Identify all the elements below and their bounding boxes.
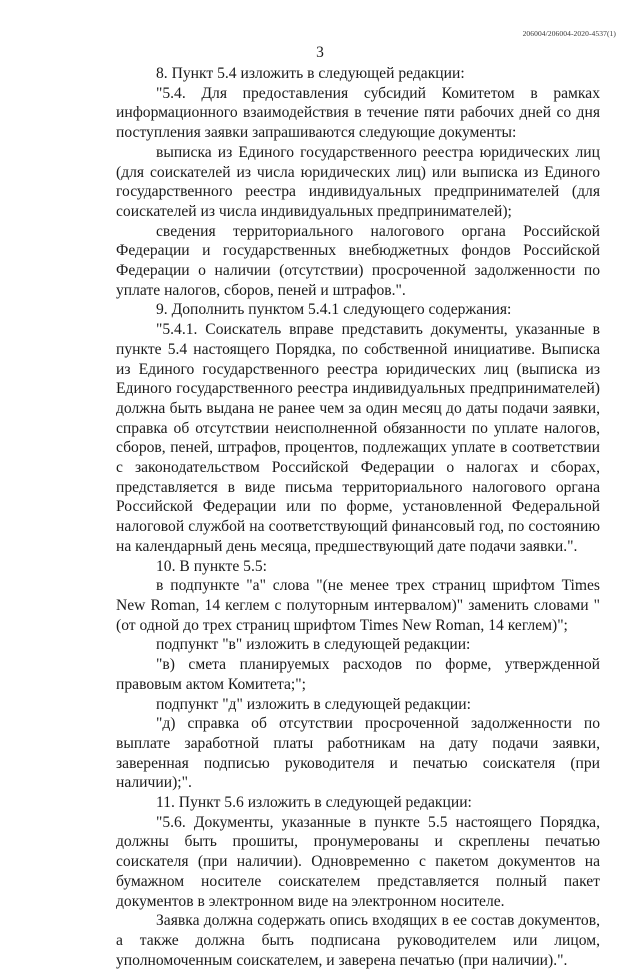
paragraph-subitem-v-intro: подпункт "в" изложить в следующей редакции: [156,636,471,654]
paragraph-application-inventory: Заявка должна содержать опись входящих в ее состав документов, а также должна быть подписана руководителем или лицом, уполномоченным соискателем, и заверена печатью (при наличии).". [116,912,600,969]
paragraph-subitem-d: "д) справка об отсутствии просроченной задолженности по выплате заработной платы работникам на дату подачи заявки, заверенная подписью руководителя и печатью соискателя (при наличии);". [116,715,600,792]
paragraph-tax-info: сведения территориального налогового органа Российской Федерации и государственных внебюджетных фондов Российской Федерации о наличии (отсутствии) просроченной задолженности по уплате налогов, сборов, пеней и штрафов.". [116,222,600,299]
paragraph-subitem-d-intro: подпункт "д" изложить в следующей редакции: [156,695,471,713]
paragraph-item-8: 8. Пункт 5.4 изложить в следующей редакции: [156,65,465,82]
paragraph-subitem-a: в подпункте "а" слова "(не менее трех страниц шрифтом Times New Roman, 14 кеглем с полуторным интервалом)" заменить словами "(от одной до трех страниц шрифтом Times New Roman, 14 кеглем)"; [116,577,600,634]
document-id: 206004/206004-2020-4537(1) [522,29,616,38]
paragraph-item-9: 9. Дополнить пунктом 5.4.1 следующего содержания: [156,301,512,319]
page-number: 3 [316,44,324,61]
paragraph-subitem-v: "в) смета планируемых расходов по форме, утвержденной правовым актом Комитета;"; [116,656,600,693]
paragraph-5-4: "5.4. Для предоставления субсидий Комитетом в рамках информационного взаимодействия в течение пяти рабочих дней со дня поступления заявки запрашиваются следующие документы: [116,84,600,142]
paragraph-5-6: "5.6. Документы, указанные в пункте 5.5 настоящего Порядка, должны быть прошиты, пронумерованы и скреплены печатью соискателя (при наличии). Одновременно с пакетом документов на бумажном носителе соискателем представляется полный пакет документов в электронном виде на электронном носителе. [116,813,600,910]
paragraph-5-4-1: "5.4.1. Соискатель вправе представить документы, указанные в пункте 5.4 настоящего Порядка, по собственной инициативе. Выписка из Единого государственного реестра юридических лиц (выписка из Единого государственного реестра индивидуальных предпринимателей) должна быть выдана не ранее чем за один месяц до даты подачи заявки, справка об отсутствии неисполненной обязанности по уплате налогов, сборов, пеней, штрафов, процентов, подлежащих уплате в соответствии с законодательством Российской Федерации о налогах и сборах, представляется в виде письма территориального налогового органа Российской Федерации или по форме, установленной Федеральной налоговой службой на соответствующий финансовый год, по состоянию на календарный день месяца, предшествующий дате подачи заявки.". [116,321,600,555]
paragraph-egrul-extract: выписка из Единого государственного реестра юридических лиц (для соискателей из числа юридических лиц) или выписка из Единого государственного реестра индивидуальных предпринимателей (для соискателей из числа индивидуальных предпринимателей); [116,143,600,220]
paragraph-item-10: 10. В пункте 5.5: [156,557,268,575]
paragraph-item-11: 11. Пункт 5.6 изложить в следующей редакции: [156,794,472,812]
document-body [116,64,600,970]
